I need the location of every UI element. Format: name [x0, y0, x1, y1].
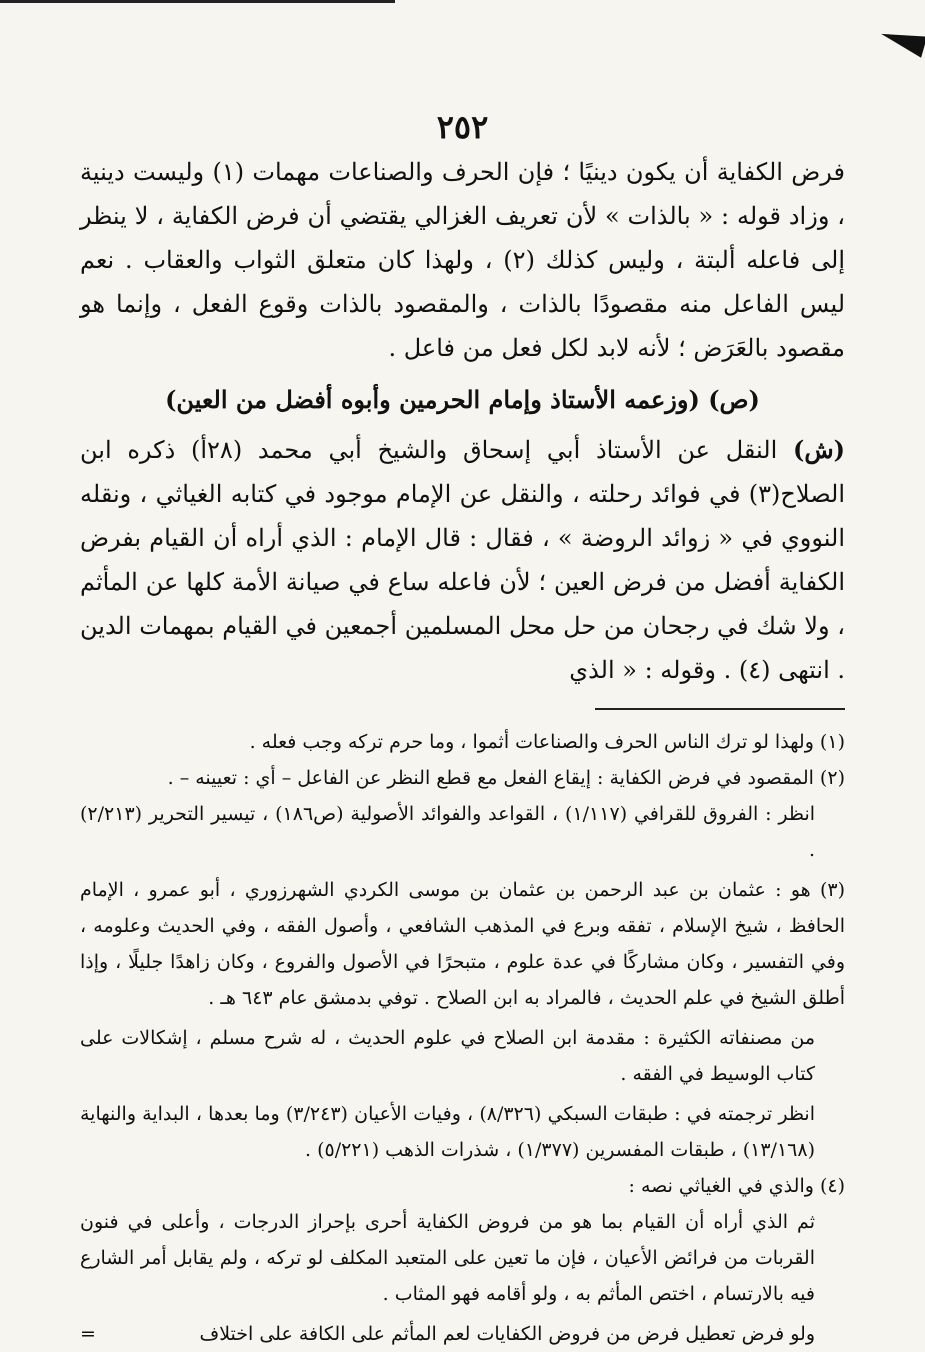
- footnotes: [80, 724, 845, 1352]
- page-body: [80, 150, 845, 1352]
- page-number: ٢٥٢: [436, 108, 489, 146]
- footnote-1: (١) ولهذا لو ترك الناس الحرف والصناعات أثموا ، وما حرم تركه وجب فعله .: [249, 731, 845, 753]
- continuation-mark: =: [80, 1323, 96, 1345]
- main-text: [80, 150, 845, 692]
- footnote-3-references: انظر ترجمته في : طبقات السبكي (٨/٣٢٦) ، وفيات الأعيان (٣/٢٤٣) وما بعدها ، البداية والنهاية (١٣/١٦٨) ، طبقات المفسرين (١/٣٧٧) ، شذرات الذهب (٥/٢٢١) .: [80, 1103, 815, 1161]
- footnote-4-last-line: [80, 1316, 845, 1352]
- heading-text: (وزعمه الأستاذ وإمام الحرمين وأبوه أفضل من العين): [165, 385, 700, 414]
- section-heading: [80, 378, 845, 422]
- footnote-divider: [595, 708, 845, 710]
- heading-symbol: (ص): [708, 385, 760, 414]
- paragraph-2: [80, 428, 845, 692]
- footnote-3: (٣) هو : عثمان بن عبد الرحمن بن عثمان بن موسى الكردي الشهرزوري ، أبو عمرو ، الإمام الحافظ ، شيخ الإسلام ، تفقه وبرع في المذهب الشافعي ، وأصول الفقه ، وفي الحديث وعلومه ، وفي التفسير ، وكان مشاركًا في عدة علوم ، متبحرًا في الأصول والفروع ، وكان زاهدًا جليلًا ، وإذا أطلق الشيخ في علم الحديث ، فالمراد به ابن الصلاح . توفي بدمشق عام ٦٤٣ هـ .: [80, 879, 845, 1009]
- page-corner-mark: [878, 24, 925, 58]
- paragraph-1: فرض الكفاية أن يكون دينيًا ؛ فإن الحرف والصناعات مهمات (١) وليست دينية ، وزاد قوله : « بالذات » لأن تعريف الغزالي يقتضي أن فرض الكفاية ، لا ينظر إلى فاعله ألبتة ، وليس كذلك (٢) ، ولهذا كان متعلق الثواب والعقاب . نعم ليس الفاعل منه مقصودًا بالذات ، والمقصود بالذات وقوع الفعل ، وإنما هو مقصود بالعَرَض ؛ لأنه لابد لكل فعل من فاعل .: [80, 158, 846, 362]
- paragraph-2-symbol: (ش): [792, 435, 845, 464]
- paragraph-2-text: النقل عن الأستاذ أبي إسحاق والشيخ أبي محمد (٢٨أ) ذكره ابن الصلاح(٣) في فوائد رحلته ، والنقل عن الإمام موجود في كتابه الغياثي ، ونقله النووي في « زوائد الروضة » ، فقال : قال الإمام : الذي أراه أن القيام بفرض الكفاية أفضل من فرض العين ؛ لأن فاعله ساع في صيانة الأمة كلها عن المأثم ، ولا شك في رجحان من حل محل المسلمين أجمعين في القيام بمهمات الدين . انتهى (٤) . وقوله : « الذي: [80, 436, 846, 684]
- top-rule: [0, 0, 395, 3]
- footnote-4-last-text: ولو فرض تعطيل فرض من فروض الكفايات لعم المأثم على الكافة على اختلاف: [199, 1323, 815, 1345]
- footnote-2: (٢) المقصود في فرض الكفاية : إيقاع الفعل مع قطع النظر عن الفاعل – أي : تعيينه – .: [167, 767, 845, 789]
- footnote-4: (٤) والذي في الغياثي نصه :: [628, 1175, 845, 1197]
- footnote-4-quote: ثم الذي أراه أن القيام بما هو من فروض الكفاية أحرى بإحراز الدرجات ، وأعلى في فنون القربات من فرائض الأعيان ، فإن ما تعين على المتعبد المكلف لو تركه ، ولم يقابل أمر الشارع فيه بالارتسام ، اختص المأثم به ، ولو أقامه فهو المثاب .: [80, 1211, 815, 1305]
- footnote-3-works: من مصنفاته الكثيرة : مقدمة ابن الصلاح في علوم الحديث ، له شرح مسلم ، إشكالات على كتاب الوسيط في الفقه .: [80, 1027, 815, 1085]
- footnote-2-references: انظر : الفروق للقرافي (١/١١٧) ، القواعد والفوائد الأصولية (ص١٨٦) ، تيسير التحرير (٢/٢١٣) .: [80, 803, 816, 861]
